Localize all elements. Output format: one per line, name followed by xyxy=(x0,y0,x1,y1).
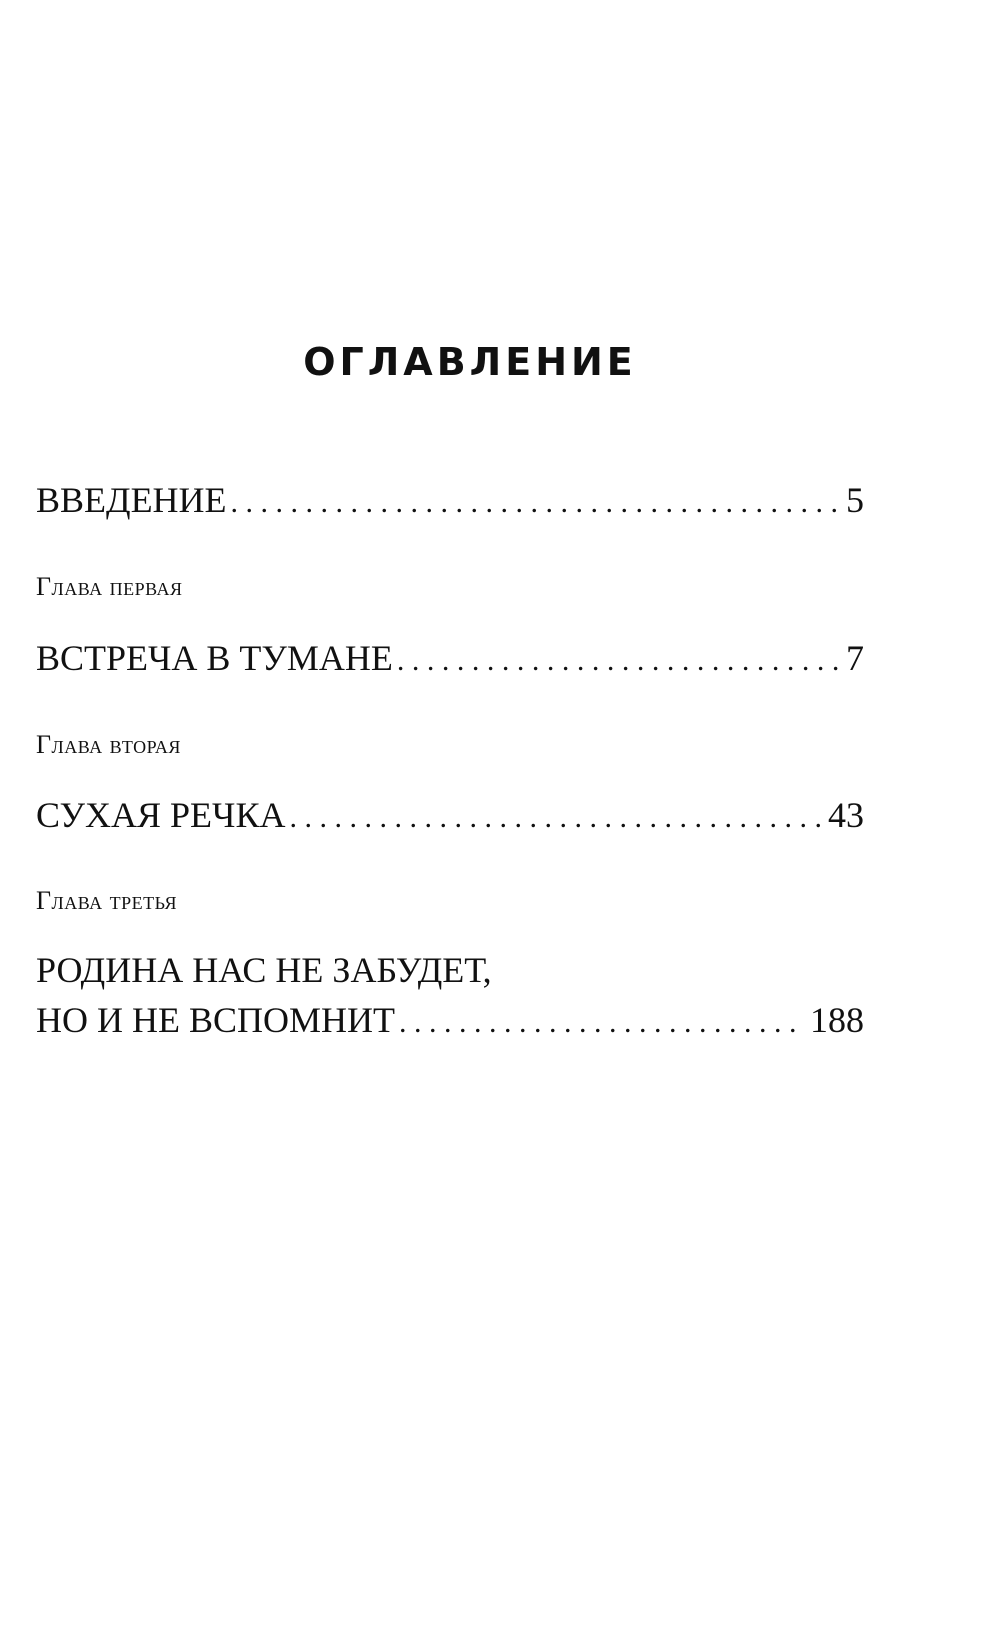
toc-entry-page: 7 xyxy=(846,638,864,678)
toc-entry-page: 5 xyxy=(846,480,864,520)
page-title: ОГЛАВЛЕНИЕ xyxy=(303,340,637,384)
chapter-label: Глава первая xyxy=(36,572,183,601)
toc-entry-title: ВСТРЕЧА В ТУМАНЕ xyxy=(36,638,393,678)
dot-leader xyxy=(397,646,842,676)
dot-leader xyxy=(289,803,824,833)
toc-entry-page: 188 xyxy=(810,1000,864,1040)
toc-entry-title: НО И НЕ ВСПОМНИТ xyxy=(36,1000,395,1040)
dot-leader xyxy=(399,1008,806,1038)
chapter-label: Глава вторая xyxy=(36,730,181,759)
toc-entry-page: 43 xyxy=(828,795,864,835)
chapter-label: Глава третья xyxy=(36,886,177,915)
toc-entry-introduction xyxy=(36,482,864,518)
dot-leader xyxy=(231,488,842,518)
toc-entry-title-line1: РОДИНА НАС НЕ ЗАБУДЕТ, xyxy=(36,950,492,990)
toc-entry-title: ВВЕДЕНИЕ xyxy=(36,480,227,520)
toc-entry-chapter-2 xyxy=(36,797,864,833)
toc-entry-title: СУХАЯ РЕЧКА xyxy=(36,795,286,835)
toc-entry-chapter-3 xyxy=(36,1002,864,1038)
toc-entry-chapter-1 xyxy=(36,640,864,676)
